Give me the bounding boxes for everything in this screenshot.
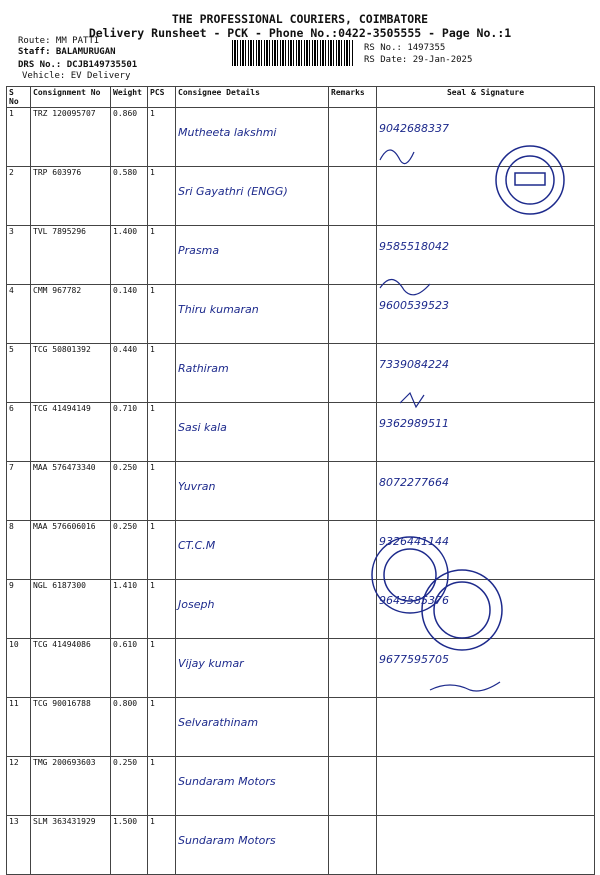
cell-weight: 0.710 — [111, 403, 148, 462]
cell-sno: 3 — [7, 226, 31, 285]
cell-pcs: 1 — [148, 285, 176, 344]
cell-consignment: SLM 363431929 — [31, 816, 111, 875]
cell-remarks — [329, 816, 377, 875]
cell-pcs: 1 — [148, 403, 176, 462]
cell-consignee: Selvarathinam — [176, 698, 329, 757]
cell-sno: 5 — [7, 344, 31, 403]
table-row — [7, 816, 595, 875]
cell-sno: 8 — [7, 521, 31, 580]
cell-consignment: TRZ 120095707 — [31, 108, 111, 167]
cell-pcs: 1 — [148, 580, 176, 639]
cell-consignee: Rathiram — [176, 344, 329, 403]
cell-consignment: TCG 90016788 — [31, 698, 111, 757]
circular-stamp-icon — [496, 146, 564, 214]
cell-weight: 0.580 — [111, 167, 148, 226]
cell-consignment: TVL 7895296 — [31, 226, 111, 285]
cell-consignee: Vijay kumar — [176, 639, 329, 698]
cell-sno: 10 — [7, 639, 31, 698]
cell-weight: 1.410 — [111, 580, 148, 639]
cell-consignee: Sundaram Motors — [176, 757, 329, 816]
cell-consignment: TMG 200693603 — [31, 757, 111, 816]
cell-consignee: Thiru kumaran — [176, 285, 329, 344]
cell-pcs: 1 — [148, 344, 176, 403]
cell-pcs: 1 — [148, 639, 176, 698]
col-remarks: Remarks — [329, 87, 377, 108]
col-sno: S No — [7, 87, 31, 108]
rs-date: RS Date: 29-Jan-2025 — [364, 55, 473, 65]
cell-consignee: Joseph — [176, 580, 329, 639]
route-label: Route: MM PATTI — [18, 36, 100, 46]
cell-consignment: TRP 603976 — [31, 167, 111, 226]
cell-consignee: Prasma — [176, 226, 329, 285]
cell-weight: 0.250 — [111, 521, 148, 580]
runsheet-title: Delivery Runsheet - PCK - Phone No.:0422-3505555 - Page No.:1 — [88, 26, 512, 40]
cell-pcs: 1 — [148, 167, 176, 226]
cell-consignee: Sundaram Motors — [176, 816, 329, 875]
cell-weight: 0.610 — [111, 639, 148, 698]
cell-consignee: Sasi kala — [176, 403, 329, 462]
signature-scribble-icon — [380, 150, 500, 691]
cell-weight: 1.400 — [111, 226, 148, 285]
col-weight: Weight — [111, 87, 148, 108]
cell-consignment: NGL 6187300 — [31, 580, 111, 639]
cell-weight: 0.140 — [111, 285, 148, 344]
cell-seal — [377, 816, 595, 875]
cell-sno: 7 — [7, 462, 31, 521]
cell-weight: 0.440 — [111, 344, 148, 403]
cell-weight: 0.860 — [111, 108, 148, 167]
cell-seal: 9600539523 — [377, 285, 595, 344]
staff-label: Staff: BALAMURUGAN — [18, 47, 116, 57]
cell-seal: 8072277664 — [377, 462, 595, 521]
seal-stamp-icon — [372, 537, 502, 650]
cell-seal: 7339084224 — [377, 344, 595, 403]
cell-pcs: 1 — [148, 757, 176, 816]
cell-sno: 12 — [7, 757, 31, 816]
drs-label: DRS No.: DCJB149735501 — [18, 60, 138, 70]
cell-weight: 0.250 — [111, 757, 148, 816]
col-pcs: PCS — [148, 87, 176, 108]
cell-pcs: 1 — [148, 521, 176, 580]
col-consignee: Consignee Details — [176, 87, 329, 108]
company-title: THE PROFESSIONAL COURIERS, COIMBATORE — [171, 12, 429, 26]
cell-sno: 6 — [7, 403, 31, 462]
rs-no: RS No.: 1497355 — [364, 43, 446, 53]
cell-consignee: Mutheeta lakshmi — [176, 108, 329, 167]
cell-pcs: 1 — [148, 108, 176, 167]
col-seal: Seal & Signature — [377, 87, 595, 108]
cell-consignment: CMM 967782 — [31, 285, 111, 344]
cell-seal: 9362989511 — [377, 403, 595, 462]
cell-pcs: 1 — [148, 462, 176, 521]
cell-weight: 0.250 — [111, 462, 148, 521]
cell-consignment: MAA 576606016 — [31, 521, 111, 580]
cell-consignment: TCG 41494086 — [31, 639, 111, 698]
cell-sno: 11 — [7, 698, 31, 757]
cell-pcs: 1 — [148, 698, 176, 757]
cell-seal: 9326441144 — [377, 521, 595, 580]
cell-consignee: Yuvran — [176, 462, 329, 521]
vehicle-label: Vehicle: EV Delivery — [22, 71, 131, 81]
cell-weight: 1.500 — [111, 816, 148, 875]
col-consignment: Consignment No — [31, 87, 111, 108]
cell-seal: 9643585376 — [377, 580, 595, 639]
cell-seal: 9585518042 — [377, 226, 595, 285]
cell-consignment: TCG 50801392 — [31, 344, 111, 403]
cell-seal: 9042688337 — [377, 108, 595, 167]
cell-weight: 0.800 — [111, 698, 148, 757]
cell-consignment: TCG 41494149 — [31, 403, 111, 462]
cell-sno: 1 — [7, 108, 31, 167]
cell-pcs: 1 — [148, 816, 176, 875]
cell-seal: 9677595705 — [377, 639, 595, 698]
cell-sno: 9 — [7, 580, 31, 639]
cell-pcs: 1 — [148, 226, 176, 285]
cell-consignment: MAA 576473340 — [31, 462, 111, 521]
cell-sno: 13 — [7, 816, 31, 875]
cell-consignee: CT.C.M — [176, 521, 329, 580]
cell-sno: 2 — [7, 167, 31, 226]
cell-consignee: Sri Gayathri (ENGG) — [176, 167, 329, 226]
cell-sno: 4 — [7, 285, 31, 344]
